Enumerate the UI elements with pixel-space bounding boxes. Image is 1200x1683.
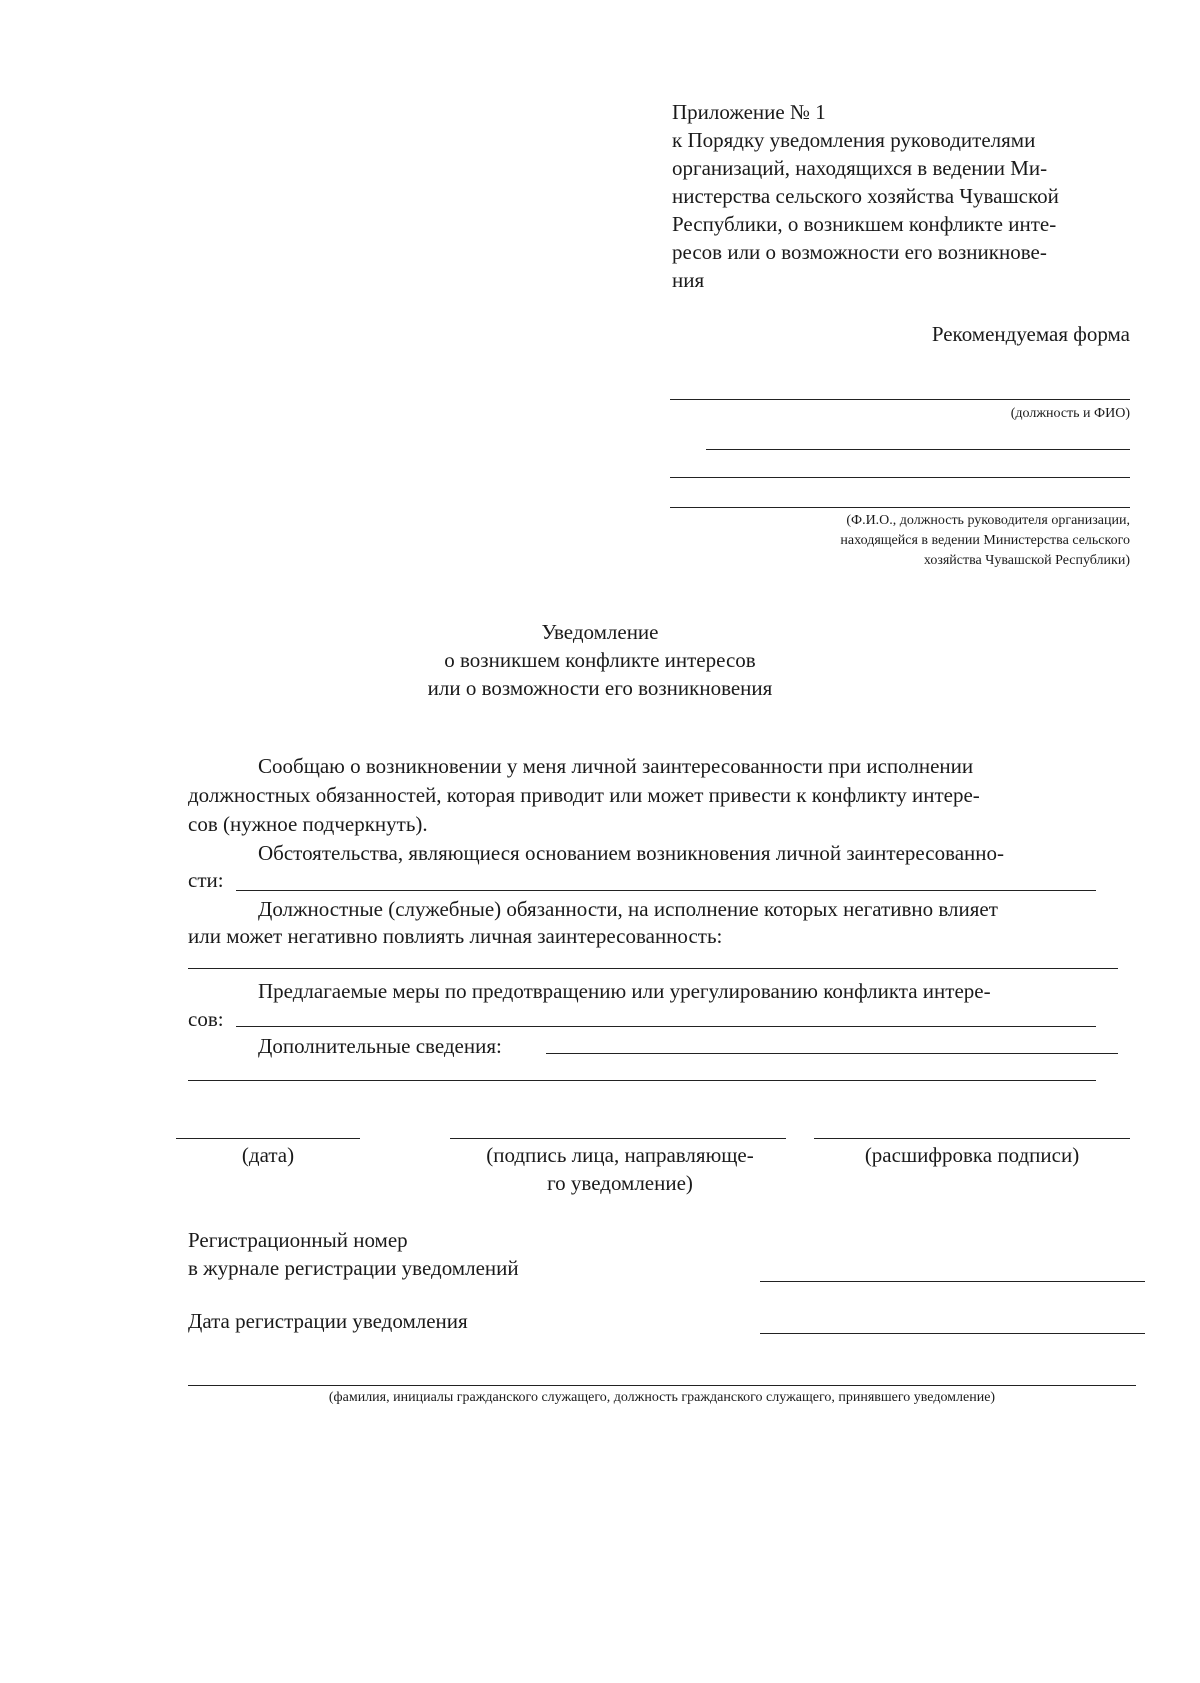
appendix-line-2: организаций, находящихся в ведении Ми- bbox=[672, 156, 1048, 180]
date-line[interactable] bbox=[176, 1138, 360, 1139]
signature-caption-line-2: го уведомление) bbox=[547, 1171, 693, 1195]
registration-number-label bbox=[188, 1226, 668, 1282]
registration-number-line-1: Регистрационный номер bbox=[188, 1228, 408, 1252]
registration-number-line-2: в журнале регистрации уведомлений bbox=[188, 1256, 519, 1280]
registration-number-line[interactable] bbox=[760, 1281, 1145, 1282]
addressee-line-3 bbox=[670, 477, 1130, 478]
appendix-line-5: ресов или о возможности его возникнове- bbox=[672, 240, 1047, 264]
form-type-label: Рекомендуемая форма bbox=[931, 322, 1130, 346]
registration-date-line[interactable] bbox=[760, 1333, 1145, 1334]
body-p3-line-1: Должностные (служебные) обязанности, на исполнение которых негативно влияет bbox=[258, 897, 998, 921]
body-p4-line-1: Предлагаемые меры по предотвращению или урегулированию конфликта интере- bbox=[258, 979, 991, 1003]
receiver-caption: (фамилия, инициалы гражданского служащего, должность гражданского служащего, принявшего уведомление) bbox=[328, 1390, 996, 1405]
body-p5-line-1: Дополнительные сведения: bbox=[258, 1034, 502, 1058]
p4-fill-line[interactable] bbox=[236, 1026, 1096, 1027]
heading-line-3: или о возможности его возникновения bbox=[427, 676, 773, 700]
appendix-line-3: нистерства сельского хозяйства Чувашской bbox=[672, 184, 1059, 208]
appendix-line-4: Республики, о возникшем конфликте инте- bbox=[672, 212, 1057, 236]
addressee-caption-fio-line-3: хозяйства Чувашской Республики) bbox=[923, 553, 1130, 568]
appendix-title: Приложение № 1 bbox=[672, 100, 826, 124]
addressee-caption-fio-line-1: (Ф.И.О., должность руководителя организации, bbox=[846, 513, 1130, 528]
p5-fill-line-2[interactable] bbox=[188, 1080, 1096, 1081]
p5-fill-line-1[interactable] bbox=[546, 1053, 1118, 1054]
addressee-caption-position: (должность и ФИО) bbox=[1010, 406, 1130, 421]
document-heading bbox=[160, 618, 1040, 702]
p2-fill-line[interactable] bbox=[236, 890, 1096, 891]
body-p4-line-2: сов: bbox=[188, 1007, 224, 1031]
heading-line-2: о возникшем конфликте интересов bbox=[444, 648, 756, 672]
body-p1-line-3: сов (нужное подчеркнуть). bbox=[188, 812, 428, 836]
appendix-block bbox=[672, 98, 1130, 294]
addressee-line-2 bbox=[706, 449, 1130, 450]
body-p1-line-1: Сообщаю о возникновении у меня личной заинтересованности при исполнении bbox=[258, 754, 974, 778]
receiver-line[interactable] bbox=[188, 1385, 1136, 1386]
body-p1-line-2: должностных обязанностей, которая приводит или может привести к конфликту интере- bbox=[188, 783, 980, 807]
body-p3-line-2: или может негативно повлиять личная заинтересованность: bbox=[188, 924, 723, 948]
addressee-caption-fio-line-2: находящейся в ведении Министерства сельского bbox=[840, 533, 1130, 548]
addressee-position-line bbox=[670, 399, 1130, 400]
signature-line[interactable] bbox=[450, 1138, 786, 1139]
heading-line-1: Уведомление bbox=[541, 620, 659, 644]
addressee-line-4 bbox=[670, 507, 1130, 508]
decoding-caption: (расшифровка подписи) bbox=[864, 1143, 1080, 1167]
body-p2-line-2: сти: bbox=[188, 868, 224, 892]
body-p2-line-1: Обстоятельства, являющиеся основанием возникновения личной заинтересованно- bbox=[258, 841, 1005, 865]
appendix-line-1: к Порядку уведомления руководителями bbox=[672, 128, 1036, 152]
signature-caption bbox=[440, 1141, 800, 1197]
appendix-line-6: ния bbox=[672, 268, 705, 292]
decoding-line[interactable] bbox=[814, 1138, 1130, 1139]
p3-fill-line[interactable] bbox=[188, 968, 1118, 969]
date-caption: (дата) bbox=[241, 1143, 295, 1167]
signature-caption-line-1: (подпись лица, направляюще- bbox=[486, 1143, 754, 1167]
addressee-caption-fio bbox=[670, 511, 1130, 571]
registration-date-label: Дата регистрации уведомления bbox=[188, 1309, 468, 1333]
